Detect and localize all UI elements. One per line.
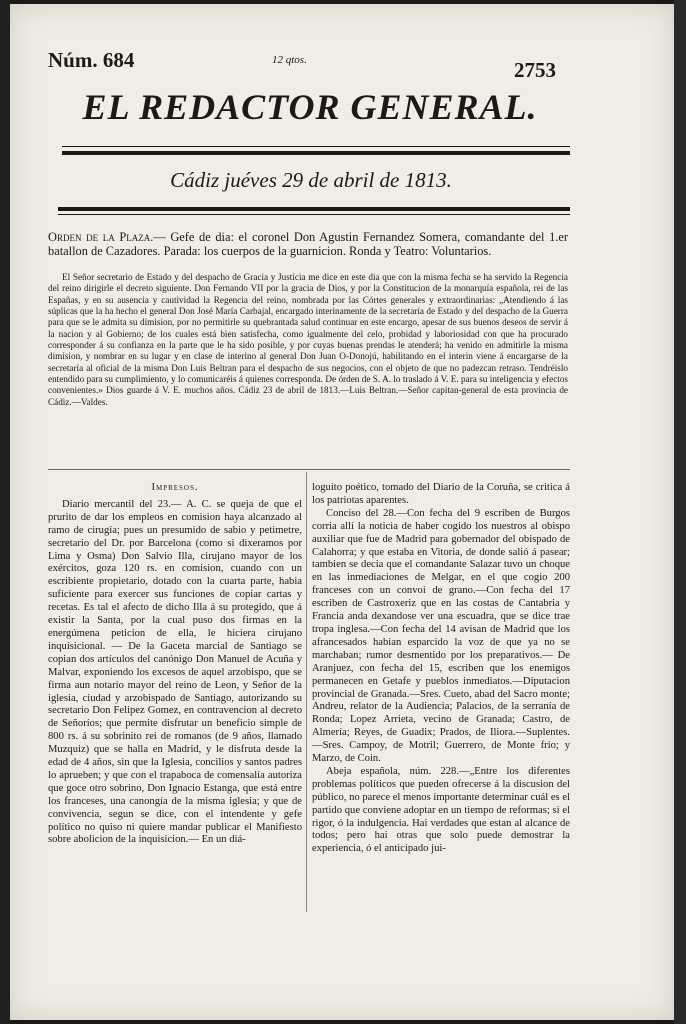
masthead-rule-thick: [62, 151, 570, 155]
issue-price: 12 qtos.: [272, 54, 307, 66]
right-column-text-2: Conciso del 28.—Con fecha del 9 escriben de Burgos corria allí la noticia de haber cogido los nuestros al obispo auxiliar que fue de Madrid para gobernador del obispado de Calahorra; y que estaba en Vitoria, de donde salió á pasear; tambien se decia que el comandante Salazar tuvo un choque en las inmediaciones de Melgar, en el que cogio 200 franceses con un convoi de grano.—Con fecha del 17 escriben de Castroxeriz que en las costas de Cantabria y Francia anda dexandose ver una escuadra, que se dice trae tropa inglesa.—Con fecha del 14 avisan de Madrid que los afrancesados habian esparcido la voz de que ya no se marchaban; rumor desmentido por los preparativos.— De Aranjuez, con fecha del 15, escriben que los enemigos permanecen en Getafe y pueblos inmediatos.—Diputacion provincial de Granada.—Sres. Cueto, abad del Sacro monte; Andreu, relator de la Audiencia; Palacios, de la serranía de Ronda; Lopez Arrieta, vecino de Granada; Castro, de Almería; Reyes, de Guadix; Prados, de Iliora.—Suplentes.—Sres. Campoy, de Motril; Guerrero, de Monte frio; y Marzo, de Coin.: [312, 507, 570, 765]
dateline-rule-thick: [58, 207, 570, 211]
section-divider: [48, 469, 570, 470]
left-column: [48, 482, 302, 847]
orden-de-la-plaza: [48, 230, 568, 258]
issue-number: Núm. 684: [48, 48, 135, 72]
orden-text: — Gefe de dia: el coronel Don Agustin Fernandez Somera, comandante del 1.er batallon de Cazadores. Parada: los cuerpos de la guarnicion. Ronda y Teatro: Voluntarios.: [48, 230, 569, 258]
right-column-text-1: loguito poético, tomado del Diario de la Coruña, se critica á los patriotas aparentes.: [312, 482, 570, 506]
dateline: Cádiz juéves 29 de abril de 1813.: [170, 168, 452, 192]
orden-title: Orden de la Plaza.: [48, 230, 154, 244]
dateline-rule-thin: [58, 214, 570, 215]
decree-paragraph: El Señor secretario de Estado y del despacho de Gracia y Justicia me dice en este dia que con la misma fecha se ha servido la Regencia del reino dirigirle el decreto siguiente. Don Fernando VII por la gracia de Dios, y por la Constitucion de la monarquía española, rei de las Españas, y en su ausencia y cautividad la Regencia del reino, nombrada por las Córtes generales y extraordinarias: „Atendiendo á las súplicas que la ha hecho el general Don José María Carbajal, encargado interinamente de la secretaría de Estado y del despacho de la Guerra para que se le admita su dimision, por no permitirle su quebrantada salud continuar en este encargo, apesar de sus buenos deseos de servir á la nacion y al Gobierno; de los cuales está bien satisfecha, como igualmente del celo, probidad y laboriosidad con que ha procurado corresponder á su confianza en la parte que le ha sido posible, y por cuyas buenas prendas le atenderá; ha venido en admitirle la misma dimision, y nombrar en su lugar y en clase de interino al general Don Juan O-Donojú, habilitando en el interin viene á encargarse de la secretaría al oficial de la misma Don Luis Beltran para el despacho de sus negocios, con el objeto de que no padezcan retraso. Tendréislo entendido para su cumplimiento, y lo comunicaréis á quienes corresponda. De órden de S. A. lo traslado á V. E. para su inteligencia y efectos convenientes.» Dios guarde á V. E. muchos años. Cádiz 23 de abril de 1813.—Luis Beltran.—Señor capitan-general de esta provincia de Cádiz.—Valdes.: [48, 272, 568, 407]
column-divider: [306, 472, 307, 912]
scan-background-right: [674, 0, 686, 1024]
decree-text: [48, 272, 568, 408]
right-column-text-3: Abeja española, núm. 228.—„Entre los diferentes problemas políticos que pueden ofrecerse á la discusion del público, no parece el menos importante determinar cuál es el partido que conviene adoptar en un tiempo de reformas; si el rigor, ó la indulgencia. Hai verdades que estan al alcance de todos; pero hai otras que solo puede demostrar la experiencia, ó el anticipado jui-: [312, 765, 570, 855]
masthead-title: EL REDACTOR GENERAL.: [82, 87, 538, 127]
impresos-heading: Impresos.: [151, 482, 199, 493]
right-column: [312, 482, 570, 856]
masthead-rule-thin: [62, 146, 570, 147]
page-number: 2753: [514, 58, 556, 82]
left-column-text: Diario mercantil del 23.— A. C. se queja de que el prurito de dar los empleos en comision haya alcanzado al ramo de cirugía; pues un presumido de sabio y petimetre, secretario del Dr. por Barcelona (como si dixeramos por Lima y Osma) Don Salvio Illa, cirujano mayor de los exércitos, goza 120 rs. en comision, cuando con un escribiente propietario, dotado con la cuarta parte, habia suficiente para exercer sus funciones de copiar cartas y recetas. Es tal el afecto de dicho Illa á su protegido, que á existir la Santa, por la cual puso dos firmas en la energúmena peticion de ella, le hiciera cirujano inquisicional. — De la Gaceta marcial de Santiago se copian dos artículos del canónigo Don Manuel de Acuña y Malvar, exponiendo los excesos de aquel arzobispo, que se firma aun notario mayor del reino de Leon, y Señor de la iglesia, ciudad y arzobispado de Santiago, autorizando su secretario Don Felipez Gomez, en contravencion al decreto de Señoríos; que permite disfrutar un beneficio simple de 800 rs. á su sobrinito rei de romanos (de 9 años, llamado Muzquiz) que se halla en Madrid, y le disfruta desde la edad de 4 años, sin que la Iglesia, concilios y santos padres lo aprueben; y que con el trapaboca de comensalía autoriza que goce otro sobrino, Don Ignacio Estanga, que está entre los franceses, una canongía de la misma iglesia; y que de convivencia, segun se dice, con el intendente y gefe político no quiso ni quiere mandar publicar el Manifiesto sobre abolicion de la inquisicion.— En un diá-: [48, 498, 302, 846]
scan-background-left: [0, 0, 10, 1024]
